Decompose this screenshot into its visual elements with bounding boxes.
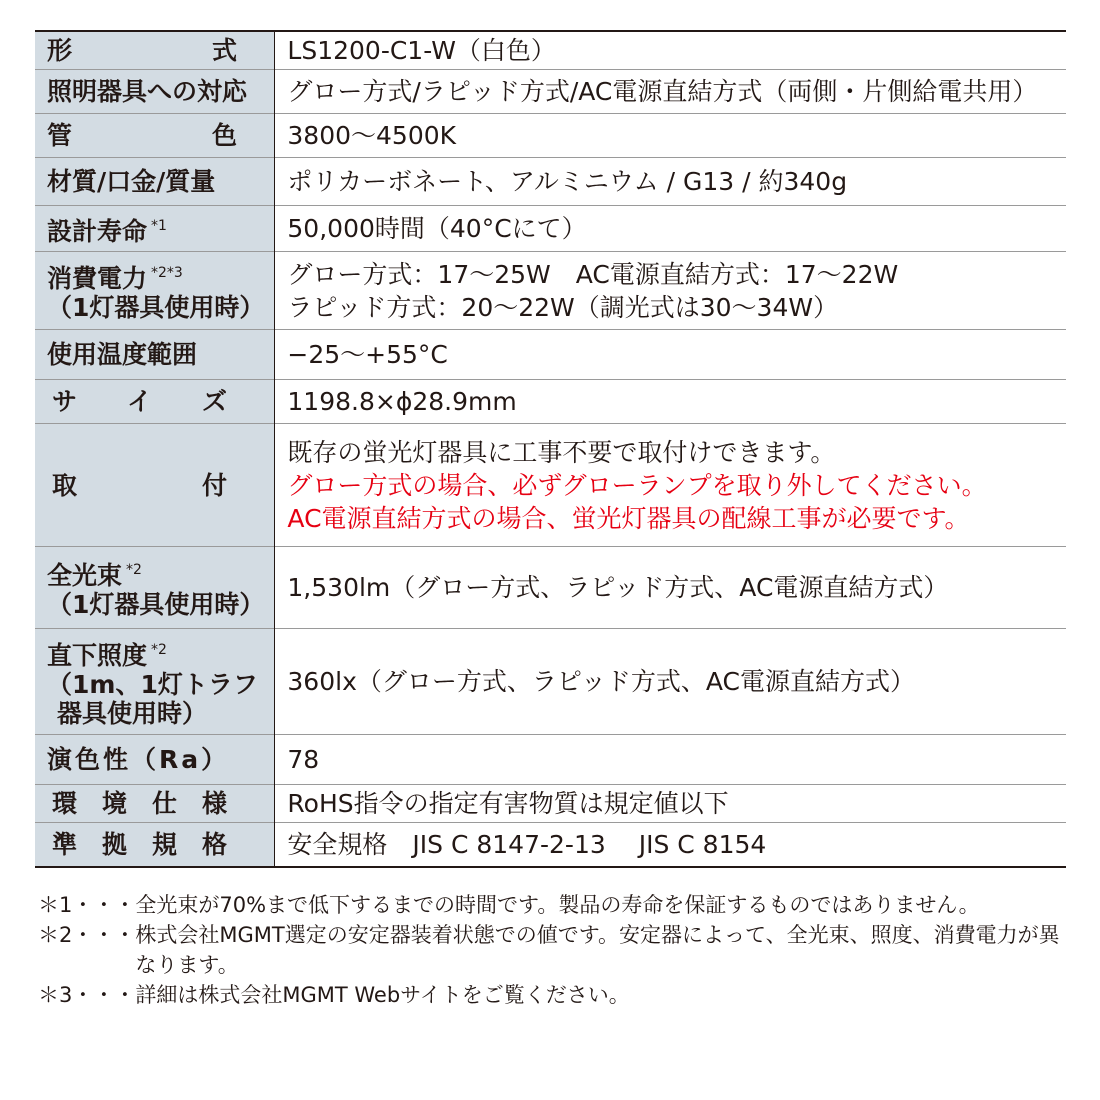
footnote-ref: *2 [126, 562, 142, 578]
label-color-rendering: 演色性（Ra） [35, 735, 275, 785]
label-compatibility: 照明器具への対応 [35, 70, 275, 114]
value-line: グロー方式：17〜25W AC電源直結方式：17〜22W [287, 259, 899, 289]
label-char: ズ [201, 387, 227, 416]
label-lifetime [35, 206, 275, 252]
footnote-ref: *2 [151, 641, 167, 658]
row-material [35, 158, 1066, 206]
label-subtext: （1灯器具使用時） [47, 590, 265, 619]
footnote-3 [38, 980, 1078, 1010]
label-char: 取 [52, 470, 78, 500]
footnote-ref: *1 [151, 217, 167, 234]
label-text: 直下照度 [47, 640, 148, 670]
value-material: ポリカーボネート、アルミニウム / G13 / 約340g [287, 167, 848, 196]
footnote-1 [38, 890, 1078, 920]
label-standards [35, 823, 275, 867]
value-line: 既存の蛍光灯器具に工事不要で取付けできます。 [287, 437, 836, 467]
row-illuminance [35, 629, 1066, 735]
warning-ac: AC電源直結方式の場合、蛍光灯器具の配線工事が必要です。 [287, 503, 970, 533]
label-operating-temp: 使用温度範囲 [35, 330, 275, 380]
value-operating-temp: −25〜+55°C [287, 340, 448, 369]
value-illuminance: 360lx（グロー方式、ラピッド方式、AC電源直結方式） [287, 667, 915, 696]
row-power [35, 252, 1066, 330]
row-environment [35, 785, 1066, 823]
label-illuminance [35, 629, 275, 735]
value-size: 1198.8×ϕ28.9mm [287, 387, 517, 416]
label-subtext: （1m、1灯トラフ [47, 669, 258, 699]
label-environment [35, 785, 275, 823]
value-color-rendering: 78 [287, 745, 320, 774]
label-text: 消費電力 [47, 264, 148, 293]
footnote-text: 詳細は株式会社MGMT Webサイトをご覧ください。 [135, 983, 630, 1007]
label-subtext: （1灯器具使用時） [47, 293, 265, 322]
row-size [35, 380, 1066, 424]
spec-table [35, 30, 1066, 868]
label-char: 準 [52, 829, 78, 859]
label-luminous-flux [35, 547, 275, 629]
label-char: 格 [201, 829, 227, 859]
label-char: 境 [101, 789, 127, 818]
label-char: 付 [201, 470, 227, 500]
row-color-rendering [35, 735, 1066, 785]
footnote-ref: *2*3 [151, 265, 183, 281]
value-model: LS1200-C1-W（白色） [287, 36, 556, 65]
row-color-temp [35, 114, 1066, 158]
row-model [35, 31, 1066, 70]
label-material: 材質/口金/質量 [35, 158, 275, 206]
footnote-mark: ＊3・・・ [38, 983, 136, 1007]
value-installation [275, 424, 1066, 547]
value-standards: 安全規格 JIS C 8147-2-13 JIS C 8154 [287, 829, 767, 859]
value-luminous-flux: 1,530lm（グロー方式、ラピッド方式、AC電源直結方式） [287, 573, 949, 602]
row-standards [35, 823, 1066, 867]
footnote-text: 株式会社MGMT選定の安定器装着状態での値です。安定器によって、全光束、照度、消費電力が異なります。 [135, 923, 1060, 977]
value-color-temp: 3800〜4500K [287, 121, 457, 150]
label-char: 式 [211, 36, 237, 65]
row-compatibility [35, 70, 1066, 114]
label-char: イ [126, 387, 152, 416]
label-model [35, 31, 275, 70]
value-line: ラピッド方式：20〜22W（調光式は30〜34W） [287, 292, 839, 322]
label-char: 規 [151, 829, 177, 859]
footnote-text: 全光束が70%まで低下するまでの時間です。製品の寿命を保証するものではありません。 [135, 893, 980, 917]
warning-glow: グロー方式の場合、必ずグローランプを取り外してください。 [287, 470, 987, 500]
label-char: 形 [47, 36, 73, 65]
label-color-temp [35, 114, 275, 158]
label-char: サ [52, 387, 78, 416]
label-char: 拠 [101, 829, 127, 859]
footnote-mark: ＊1・・・ [38, 893, 136, 917]
row-luminous-flux [35, 547, 1066, 629]
label-char: 管 [47, 121, 73, 150]
row-lifetime [35, 206, 1066, 252]
value-power [275, 252, 1066, 330]
label-char: 様 [201, 789, 227, 818]
label-power [35, 252, 275, 330]
label-char: 環 [52, 789, 78, 818]
label-installation [35, 424, 275, 547]
value-environment: RoHS指令の指定有害物質は規定値以下 [287, 789, 729, 818]
footnote-mark: ＊2・・・ [38, 923, 136, 947]
label-text: 設計寿命 [47, 216, 148, 246]
label-subtext: 器具使用時） [57, 698, 208, 728]
label-char: 色 [211, 121, 237, 150]
label-size [35, 380, 275, 424]
footnotes [38, 890, 1078, 1010]
label-char: 仕 [151, 789, 177, 818]
row-operating-temp [35, 330, 1066, 380]
value-lifetime: 50,000時間（40°Cにて） [287, 214, 587, 243]
label-text: 全光束 [47, 561, 123, 590]
value-compatibility: グロー方式/ラピッド方式/AC電源直結方式（両側・片側給電共用） [287, 77, 1038, 106]
row-installation [35, 424, 1066, 547]
footnote-2 [38, 920, 1078, 980]
